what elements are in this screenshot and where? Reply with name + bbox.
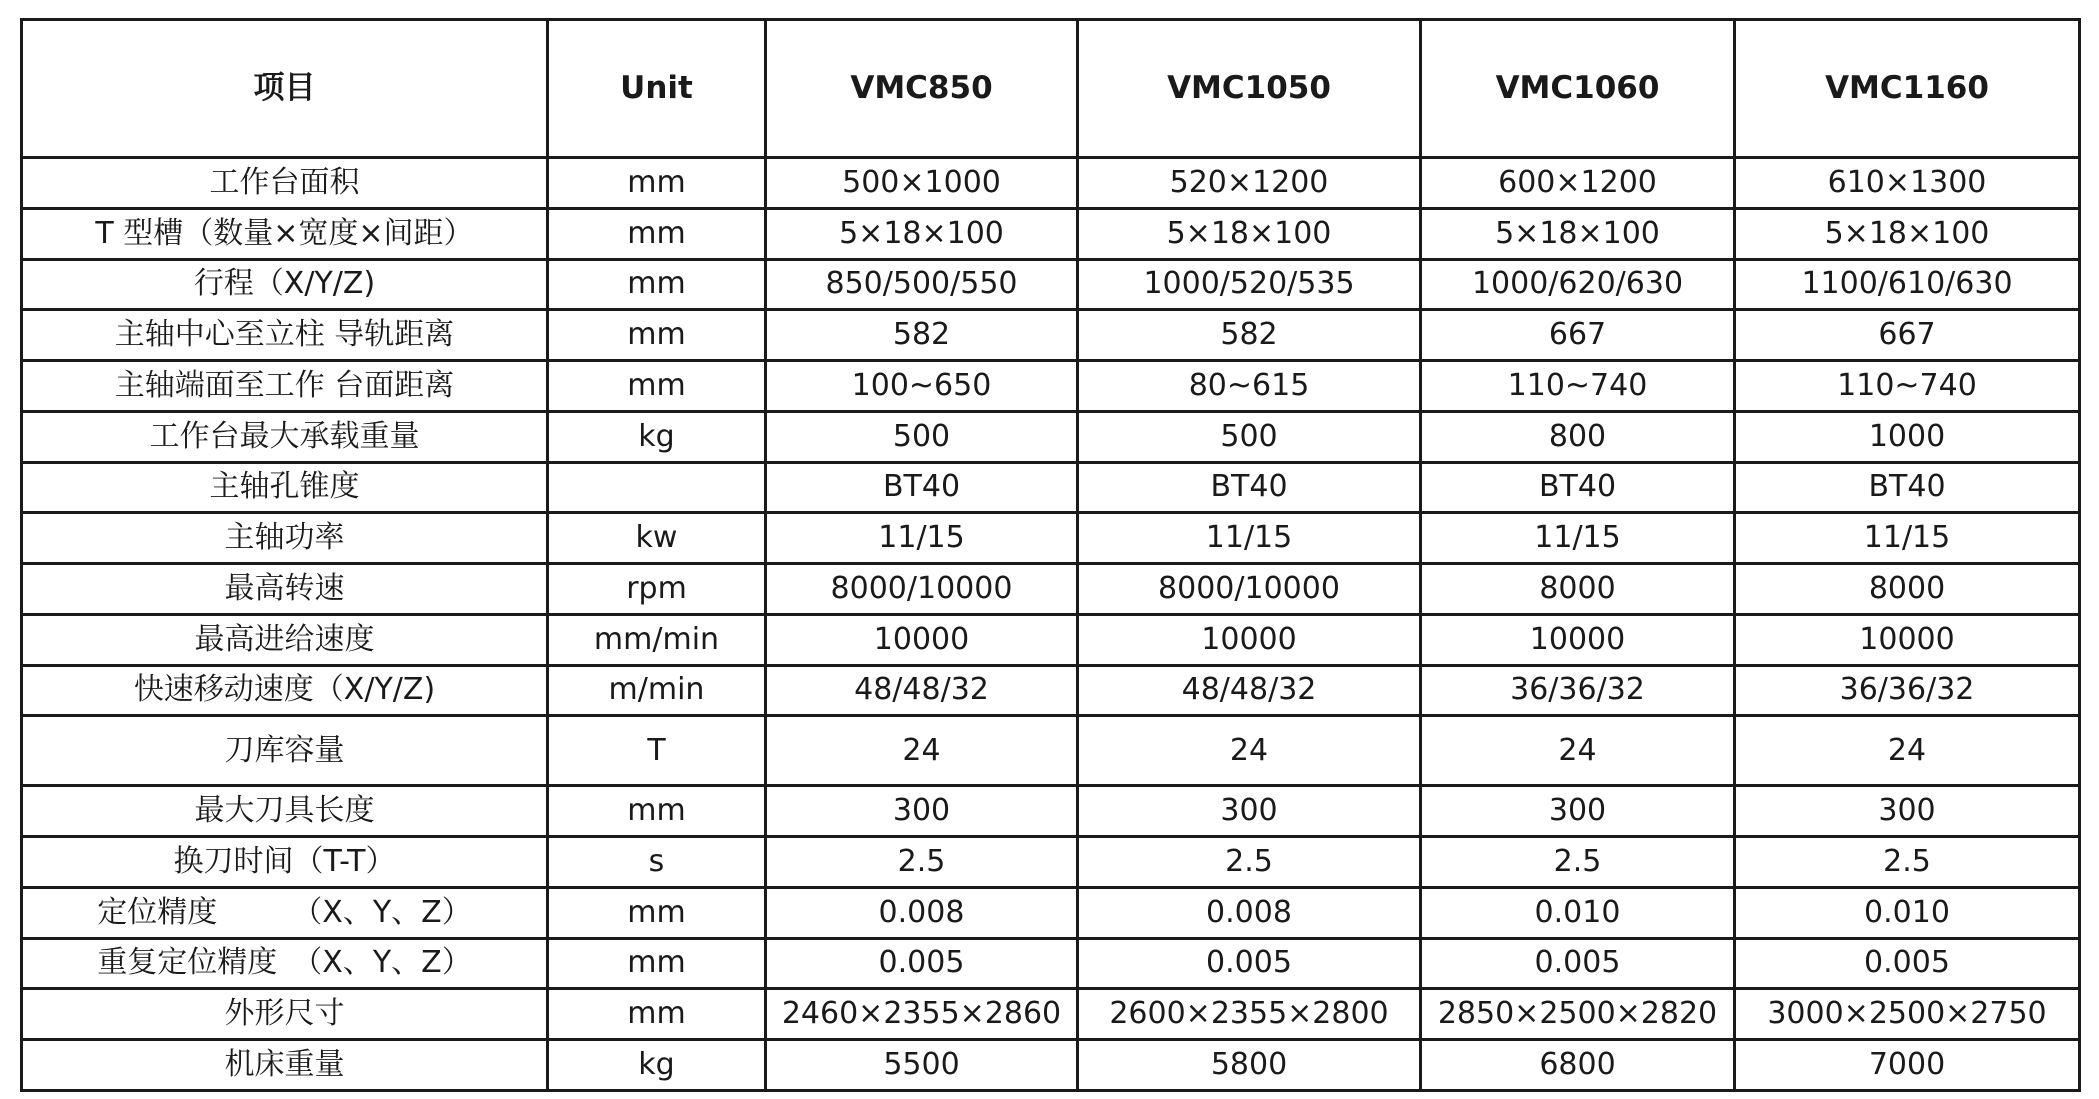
header-model: VMC1160 [1735,20,2080,158]
row-value: 11/15 [1421,513,1735,564]
row-value: 11/15 [1735,513,2080,564]
table-row [22,208,2080,259]
row-item: 工作台最大承载重量 [22,411,548,462]
row-unit: mm [548,158,766,209]
row-value: 2.5 [766,837,1078,888]
table-row [22,1040,2080,1091]
table-row [22,716,2080,786]
row-value: 300 [1735,786,2080,837]
row-item: 行程（X/Y/Z) [22,259,548,310]
row-value: 6800 [1421,1040,1735,1091]
row-value: 5×18×100 [1421,208,1735,259]
table-row [22,614,2080,665]
row-unit: mm [548,361,766,412]
row-value: 667 [1421,310,1735,361]
row-unit: kw [548,513,766,564]
row-unit: s [548,837,766,888]
row-value: BT40 [1078,462,1421,513]
spec-table [20,18,2081,1092]
row-value: 80~615 [1078,361,1421,412]
row-value: 5×18×100 [766,208,1078,259]
row-value: 300 [1078,786,1421,837]
row-value: 110~740 [1421,361,1735,412]
row-value: 800 [1421,411,1735,462]
row-item: 主轴端面至工作 台面距离 [22,361,548,412]
row-value: 8000/10000 [1078,564,1421,615]
row-value: 3000×2500×2750 [1735,989,2080,1040]
row-unit: kg [548,1040,766,1091]
row-item: 刀库容量 [22,716,548,786]
row-value: 5500 [766,1040,1078,1091]
row-value: 0.005 [1078,938,1421,989]
row-item: 主轴孔锥度 [22,462,548,513]
table-row [22,887,2080,938]
row-value: 24 [1078,716,1421,786]
table-row [22,665,2080,716]
row-value: 5×18×100 [1735,208,2080,259]
table-row [22,411,2080,462]
header-model: VMC850 [766,20,1078,158]
header-unit: Unit [548,20,766,158]
row-unit: mm [548,887,766,938]
row-unit: mm/min [548,614,766,665]
row-value: 300 [766,786,1078,837]
row-value: 600×1200 [1421,158,1735,209]
row-value: 48/48/32 [766,665,1078,716]
row-unit [548,462,766,513]
row-value: 36/36/32 [1735,665,2080,716]
row-value: 500 [1078,411,1421,462]
row-item: 最大刀具长度 [22,786,548,837]
row-value: 8000 [1735,564,2080,615]
row-value: 10000 [1735,614,2080,665]
row-item: 定位精度 （X、Y、Z） [22,887,548,938]
row-value: 24 [1735,716,2080,786]
row-value: 500×1000 [766,158,1078,209]
row-value: 110~740 [1735,361,2080,412]
row-value: BT40 [1421,462,1735,513]
row-value: 10000 [1078,614,1421,665]
row-item: 机床重量 [22,1040,548,1091]
row-value: 520×1200 [1078,158,1421,209]
row-value: 500 [766,411,1078,462]
table-row [22,513,2080,564]
row-value: 48/48/32 [1078,665,1421,716]
row-unit: mm [548,786,766,837]
row-unit: mm [548,259,766,310]
row-item: 外形尺寸 [22,989,548,1040]
row-item: 主轴功率 [22,513,548,564]
row-value: 5800 [1078,1040,1421,1091]
row-value: 1000 [1735,411,2080,462]
table-row [22,310,2080,361]
row-value: 1000/620/630 [1421,259,1735,310]
row-value: 1000/520/535 [1078,259,1421,310]
table-row [22,361,2080,412]
row-value: 100~650 [766,361,1078,412]
row-value: 0.008 [766,887,1078,938]
row-unit: rpm [548,564,766,615]
row-value: 24 [1421,716,1735,786]
row-value: 0.010 [1421,887,1735,938]
row-value: BT40 [1735,462,2080,513]
table-row [22,938,2080,989]
row-value: 2.5 [1421,837,1735,888]
table-row [22,158,2080,209]
row-value: 24 [766,716,1078,786]
row-value: 667 [1735,310,2080,361]
row-value: 0.005 [1735,938,2080,989]
row-item: 换刀时间（T-T） [22,837,548,888]
row-value: 610×1300 [1735,158,2080,209]
header-item: 项目 [22,20,548,158]
row-value: 5×18×100 [1078,208,1421,259]
row-value: 2.5 [1735,837,2080,888]
row-unit: m/min [548,665,766,716]
row-value: 8000/10000 [766,564,1078,615]
row-unit: mm [548,208,766,259]
row-value: BT40 [766,462,1078,513]
row-value: 582 [766,310,1078,361]
row-value: 1100/610/630 [1735,259,2080,310]
row-item: 最高进给速度 [22,614,548,665]
table-row [22,989,2080,1040]
row-item: 最高转速 [22,564,548,615]
row-value: 10000 [766,614,1078,665]
row-item: 重复定位精度 （X、Y、Z） [22,938,548,989]
row-value: 8000 [1421,564,1735,615]
row-unit: mm [548,310,766,361]
row-value: 850/500/550 [766,259,1078,310]
table-row [22,786,2080,837]
row-item: T 型槽（数量×宽度×间距） [22,208,548,259]
row-item: 工作台面积 [22,158,548,209]
row-value: 2600×2355×2800 [1078,989,1421,1040]
row-item: 主轴中心至立柱 导轨距离 [22,310,548,361]
row-unit: mm [548,938,766,989]
row-value: 7000 [1735,1040,2080,1091]
row-value: 10000 [1421,614,1735,665]
row-value: 11/15 [1078,513,1421,564]
row-value: 2.5 [1078,837,1421,888]
header-model: VMC1060 [1421,20,1735,158]
row-value: 0.005 [766,938,1078,989]
row-value: 11/15 [766,513,1078,564]
table-row [22,564,2080,615]
table-row [22,462,2080,513]
row-value: 2460×2355×2860 [766,989,1078,1040]
row-value: 0.010 [1735,887,2080,938]
row-value: 0.008 [1078,887,1421,938]
header-model: VMC1050 [1078,20,1421,158]
row-value: 300 [1421,786,1735,837]
table-row [22,837,2080,888]
row-value: 0.005 [1421,938,1735,989]
row-unit: kg [548,411,766,462]
row-value: 36/36/32 [1421,665,1735,716]
header-row [22,20,2080,158]
row-unit: mm [548,989,766,1040]
row-value: 2850×2500×2820 [1421,989,1735,1040]
row-unit: T [548,716,766,786]
row-item: 快速移动速度（X/Y/Z) [22,665,548,716]
table-row [22,259,2080,310]
row-value: 582 [1078,310,1421,361]
